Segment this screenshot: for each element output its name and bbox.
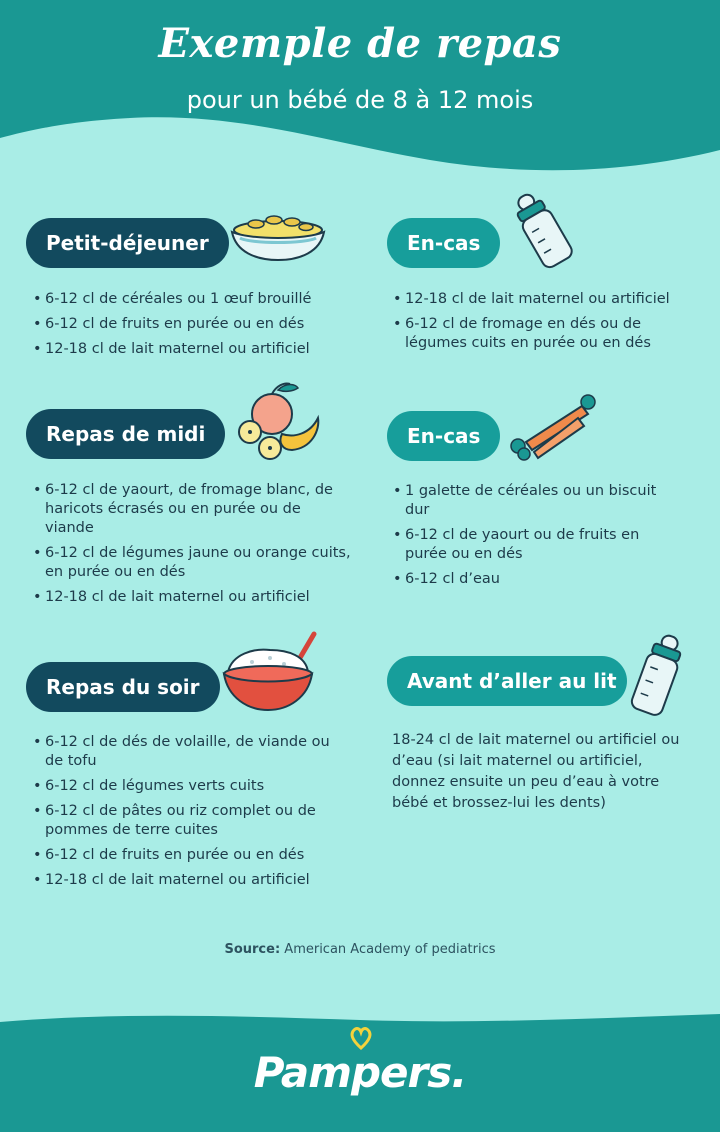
carrots-icon xyxy=(508,388,600,462)
pampers-logo: Pampers. xyxy=(253,1048,467,1097)
list-item: • 12-18 cl de lait maternel ou artificiel xyxy=(32,340,362,359)
list-item: • 6-12 cl de légumes jaune ou orange cuits, en purée ou en dés xyxy=(32,544,352,582)
page-subtitle: pour un bébé de 8 à 12 mois xyxy=(186,86,534,114)
cereal-bowl-icon xyxy=(226,206,330,264)
list-item: • 6-12 cl de yaourt ou de fruits en purée ou en dés xyxy=(392,526,672,564)
lunch-heading: Repas de midi xyxy=(26,409,225,459)
list-item: • 6-12 cl de fromage en dés ou de légumes cuits en purée ou en dés xyxy=(392,315,702,353)
list-item: • 12-18 cl de lait maternel ou artificiel xyxy=(32,871,352,890)
breakfast-list xyxy=(32,290,362,365)
snack-2-list xyxy=(392,482,672,595)
breakfast-heading: Petit-déjeuner xyxy=(26,218,229,268)
snack-1-heading: En-cas xyxy=(387,218,500,268)
list-item: • 1 galette de céréales ou un biscuit dur xyxy=(392,482,672,520)
bedtime-text: 18-24 cl de lait maternel ou artificiel ou d’eau (si lait maternel ou artificiel, donnez ensuite un peu d’eau à votre bébé et brossez-lui les dents) xyxy=(392,732,680,811)
list-item: • 6-12 cl de dés de volaille, de viande ou de tofu xyxy=(32,733,352,771)
dinner-heading: Repas du soir xyxy=(26,662,220,712)
list-item: • 6-12 cl d’eau xyxy=(392,570,672,589)
baby-bottle-icon xyxy=(508,186,580,272)
snack-1-list xyxy=(392,290,702,359)
source-label: Source: xyxy=(224,942,281,957)
list-item: • 6-12 cl de yaourt, de fromage blanc, de haricots écrasés ou en purée ou de viande xyxy=(32,481,352,538)
page-title: Exemple de repas xyxy=(158,20,562,67)
fruits-icon xyxy=(232,378,324,464)
list-item: • 6-12 cl de fruits en purée ou en dés xyxy=(32,846,352,865)
lunch-list xyxy=(32,481,352,613)
dinner-list xyxy=(32,733,352,896)
pampers-heart-icon xyxy=(350,1026,372,1050)
baby-bottle-icon xyxy=(622,630,694,720)
source-line xyxy=(0,942,720,957)
list-item: • 6-12 cl de pâtes ou riz complet ou de pommes de terre cuites xyxy=(32,802,352,840)
list-item: • 12-18 cl de lait maternel ou artificiel xyxy=(32,588,352,607)
list-item: • 6-12 cl de céréales ou 1 œuf brouillé xyxy=(32,290,362,309)
snack-2-heading: En-cas xyxy=(387,411,500,461)
source-text: American Academy of pediatrics xyxy=(284,942,496,957)
bedtime-heading: Avant d’aller au lit xyxy=(387,656,627,706)
list-item: • 6-12 cl de légumes verts cuits xyxy=(32,777,352,796)
rice-bowl-icon xyxy=(218,628,322,720)
list-item: • 12-18 cl de lait maternel ou artificiel xyxy=(392,290,702,309)
list-item: • 6-12 cl de fruits en purée ou en dés xyxy=(32,315,362,334)
